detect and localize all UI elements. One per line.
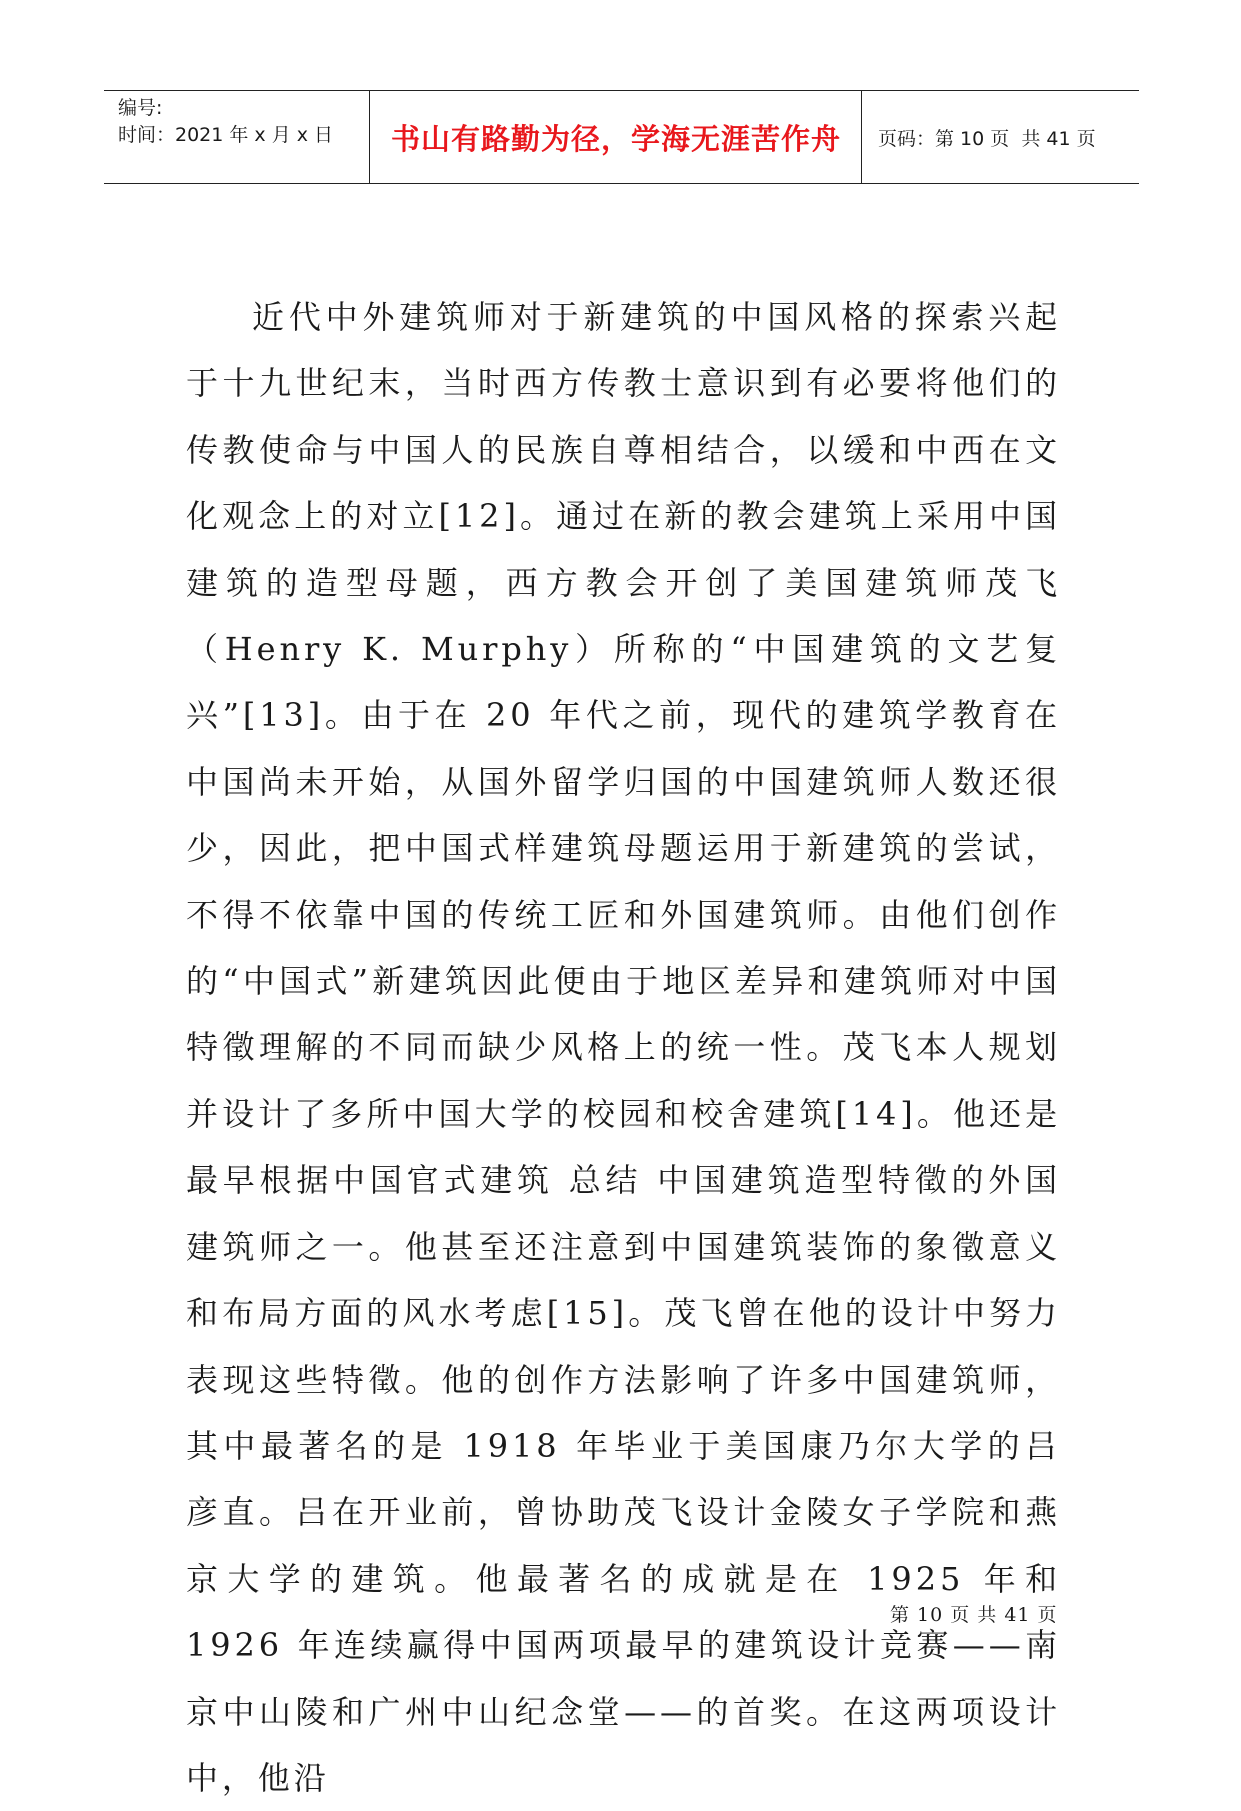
header-motto: 书山有路勤为径，学海无涯苦作舟	[390, 121, 841, 156]
header-meta	[104, 91, 370, 183]
header-page-info: 页码：第 10 页 共 41 页	[878, 127, 1096, 150]
footer-page-info: 第 10 页 共 41 页	[890, 1604, 1058, 1626]
document-time-label: 时间：2021 年 x 月 x 日	[118, 124, 334, 146]
document-number-label: 编号:	[118, 97, 163, 119]
header-motto-cell	[371, 91, 862, 183]
page-header	[104, 90, 1139, 184]
body-paragraph: 近代中外建筑师对于新建筑的中国风格的探索兴起于十九世纪末，当时西方传教士意识到有必要将他们的传教使命与中国人的民族自尊相结合，以缓和中西在文化观念上的对立[12]。通过在新的教会建筑上采用中国建筑的造型母题，西方教会开创了美国建筑师茂飞（Henry K. Murphy）所称的“中国建筑的文艺复兴”[13]。由于在 20 年代之前，现代的建筑学教育在中国尚未开始，从国外留学归国的中国建筑师人数还很少，因此，把中国式样建筑母题运用于新建筑的尝试，不得不依靠中国的传统工匠和外国建筑师。由他们创作的“中国式”新建筑因此便由于地区差异和建筑师对中国特徵理解的不同而缺少风格上的统一性。茂飞本人规划并设计了多所中国大学的校园和校舍建筑[14]。他还是最早根据中国官式建筑 总结 中国建筑造型特徵的外国建筑师之一。他甚至还注意到中国建筑装饰的象徵意义和布局方面的风水考虑[15]。茂飞曾在他的设计中努力表现这些特徵。他的创作方法影响了许多中国建筑师，其中最著名的是 1918 年毕业于美国康乃尔大学的吕彦直。吕在开业前，曾协助茂飞设计金陵女子学院和燕京大学的建筑。他最著名的成就是在 1925 年和 1926 年连续赢得中国两项最早的建筑设计竞赛——南京中山陵和广州中山纪念堂——的首奖。在这两项设计中，他沿	[186, 298, 1061, 1797]
